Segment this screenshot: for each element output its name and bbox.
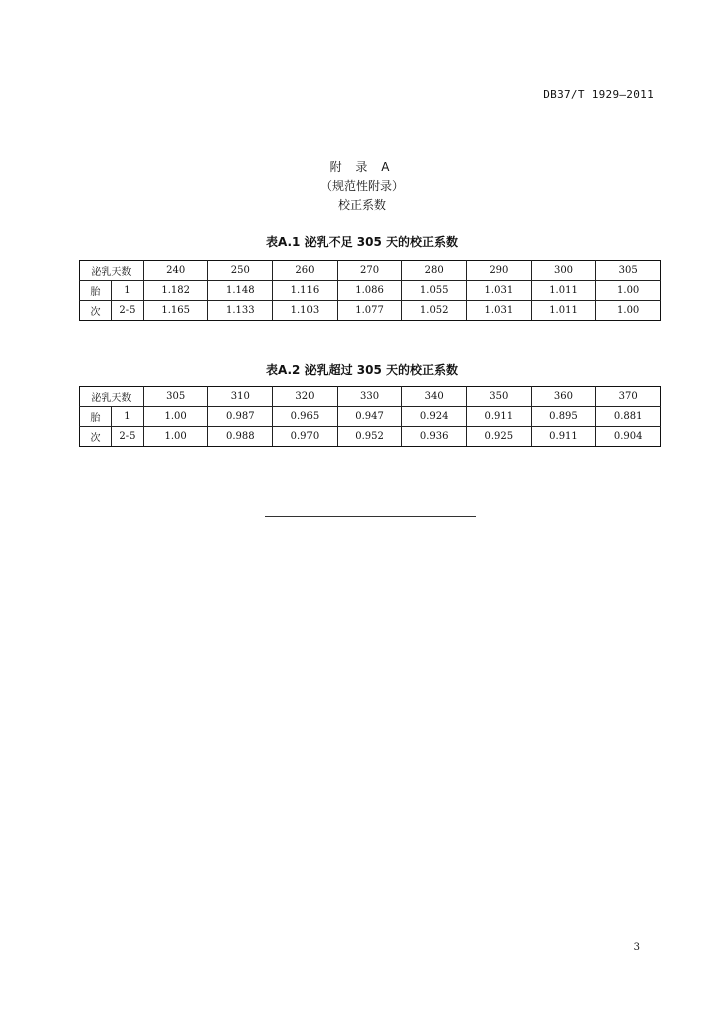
coefficient-cell: 0.911 — [467, 407, 532, 427]
table-a2 — [79, 386, 661, 447]
table-row — [80, 407, 661, 427]
coefficient-cell: 1.031 — [467, 281, 532, 301]
table-row — [80, 281, 661, 301]
coefficient-cell: 1.00 — [143, 407, 208, 427]
coefficient-cell: 0.924 — [402, 407, 467, 427]
day-header: 310 — [208, 387, 273, 407]
coefficient-cell: 0.965 — [273, 407, 338, 427]
lactation-days-label: 泌乳天数 — [80, 261, 144, 281]
standard-code: DB37/T 1929—2011 — [543, 88, 654, 101]
table-a2-caption: 表A.2 泌乳超过 305 天的校正系数 — [265, 363, 458, 377]
coefficient-cell: 1.077 — [337, 301, 402, 321]
coefficient-cell: 1.133 — [208, 301, 273, 321]
table-a1-caption: 表A.1 泌乳不足 305 天的校正系数 — [265, 235, 458, 249]
coefficient-cell: 1.103 — [273, 301, 338, 321]
day-header: 305 — [596, 261, 661, 281]
table-a1 — [79, 260, 661, 321]
table-row — [80, 301, 661, 321]
day-header: 305 — [143, 387, 208, 407]
coefficient-cell: 1.182 — [143, 281, 208, 301]
coefficient-cell: 0.895 — [531, 407, 596, 427]
appendix-subtitle: （规范性附录） — [319, 179, 404, 193]
coefficient-cell: 0.936 — [402, 427, 467, 447]
day-header: 330 — [337, 387, 402, 407]
coefficient-cell: 1.148 — [208, 281, 273, 301]
coefficient-cell: 1.086 — [337, 281, 402, 301]
coefficient-cell: 1.052 — [402, 301, 467, 321]
day-header: 260 — [273, 261, 338, 281]
coefficient-cell: 1.031 — [467, 301, 532, 321]
day-header: 270 — [337, 261, 402, 281]
coefficient-cell: 1.011 — [531, 301, 596, 321]
coefficient-cell: 0.987 — [208, 407, 273, 427]
coefficient-cell: 0.970 — [273, 427, 338, 447]
day-header: 350 — [467, 387, 532, 407]
day-header: 340 — [402, 387, 467, 407]
coefficient-cell: 0.925 — [467, 427, 532, 447]
day-header: 360 — [531, 387, 596, 407]
table-header-row — [80, 261, 661, 281]
coefficient-cell: 0.881 — [596, 407, 661, 427]
day-header: 370 — [596, 387, 661, 407]
day-header: 300 — [531, 261, 596, 281]
coefficient-cell: 1.00 — [596, 281, 661, 301]
day-header: 240 — [143, 261, 208, 281]
table-header-row — [80, 387, 661, 407]
parity-label-top: 胎 — [80, 281, 112, 301]
coefficient-cell: 1.00 — [596, 301, 661, 321]
page-number: 3 — [633, 942, 640, 953]
appendix-title: 附 录 A — [329, 160, 395, 174]
coefficient-cell: 1.011 — [531, 281, 596, 301]
parity-value: 2-5 — [111, 301, 143, 321]
lactation-days-label: 泌乳天数 — [80, 387, 144, 407]
coefficient-cell: 0.952 — [337, 427, 402, 447]
appendix-heading: 校正系数 — [337, 198, 386, 212]
parity-value: 2-5 — [111, 427, 143, 447]
day-header: 290 — [467, 261, 532, 281]
parity-label-top: 胎 — [80, 407, 112, 427]
day-header: 320 — [273, 387, 338, 407]
parity-value: 1 — [111, 407, 143, 427]
day-header: 250 — [208, 261, 273, 281]
coefficient-cell: 0.911 — [531, 427, 596, 447]
coefficient-cell: 1.116 — [273, 281, 338, 301]
parity-label-bottom: 次 — [80, 301, 112, 321]
end-of-document-rule — [265, 516, 476, 517]
coefficient-cell: 0.947 — [337, 407, 402, 427]
coefficient-cell: 0.904 — [596, 427, 661, 447]
coefficient-cell: 1.00 — [143, 427, 208, 447]
day-header: 280 — [402, 261, 467, 281]
coefficient-cell: 1.165 — [143, 301, 208, 321]
coefficient-cell: 1.055 — [402, 281, 467, 301]
table-row — [80, 427, 661, 447]
coefficient-cell: 0.988 — [208, 427, 273, 447]
parity-value: 1 — [111, 281, 143, 301]
appendix-title-block — [0, 158, 724, 215]
parity-label-bottom: 次 — [80, 427, 112, 447]
